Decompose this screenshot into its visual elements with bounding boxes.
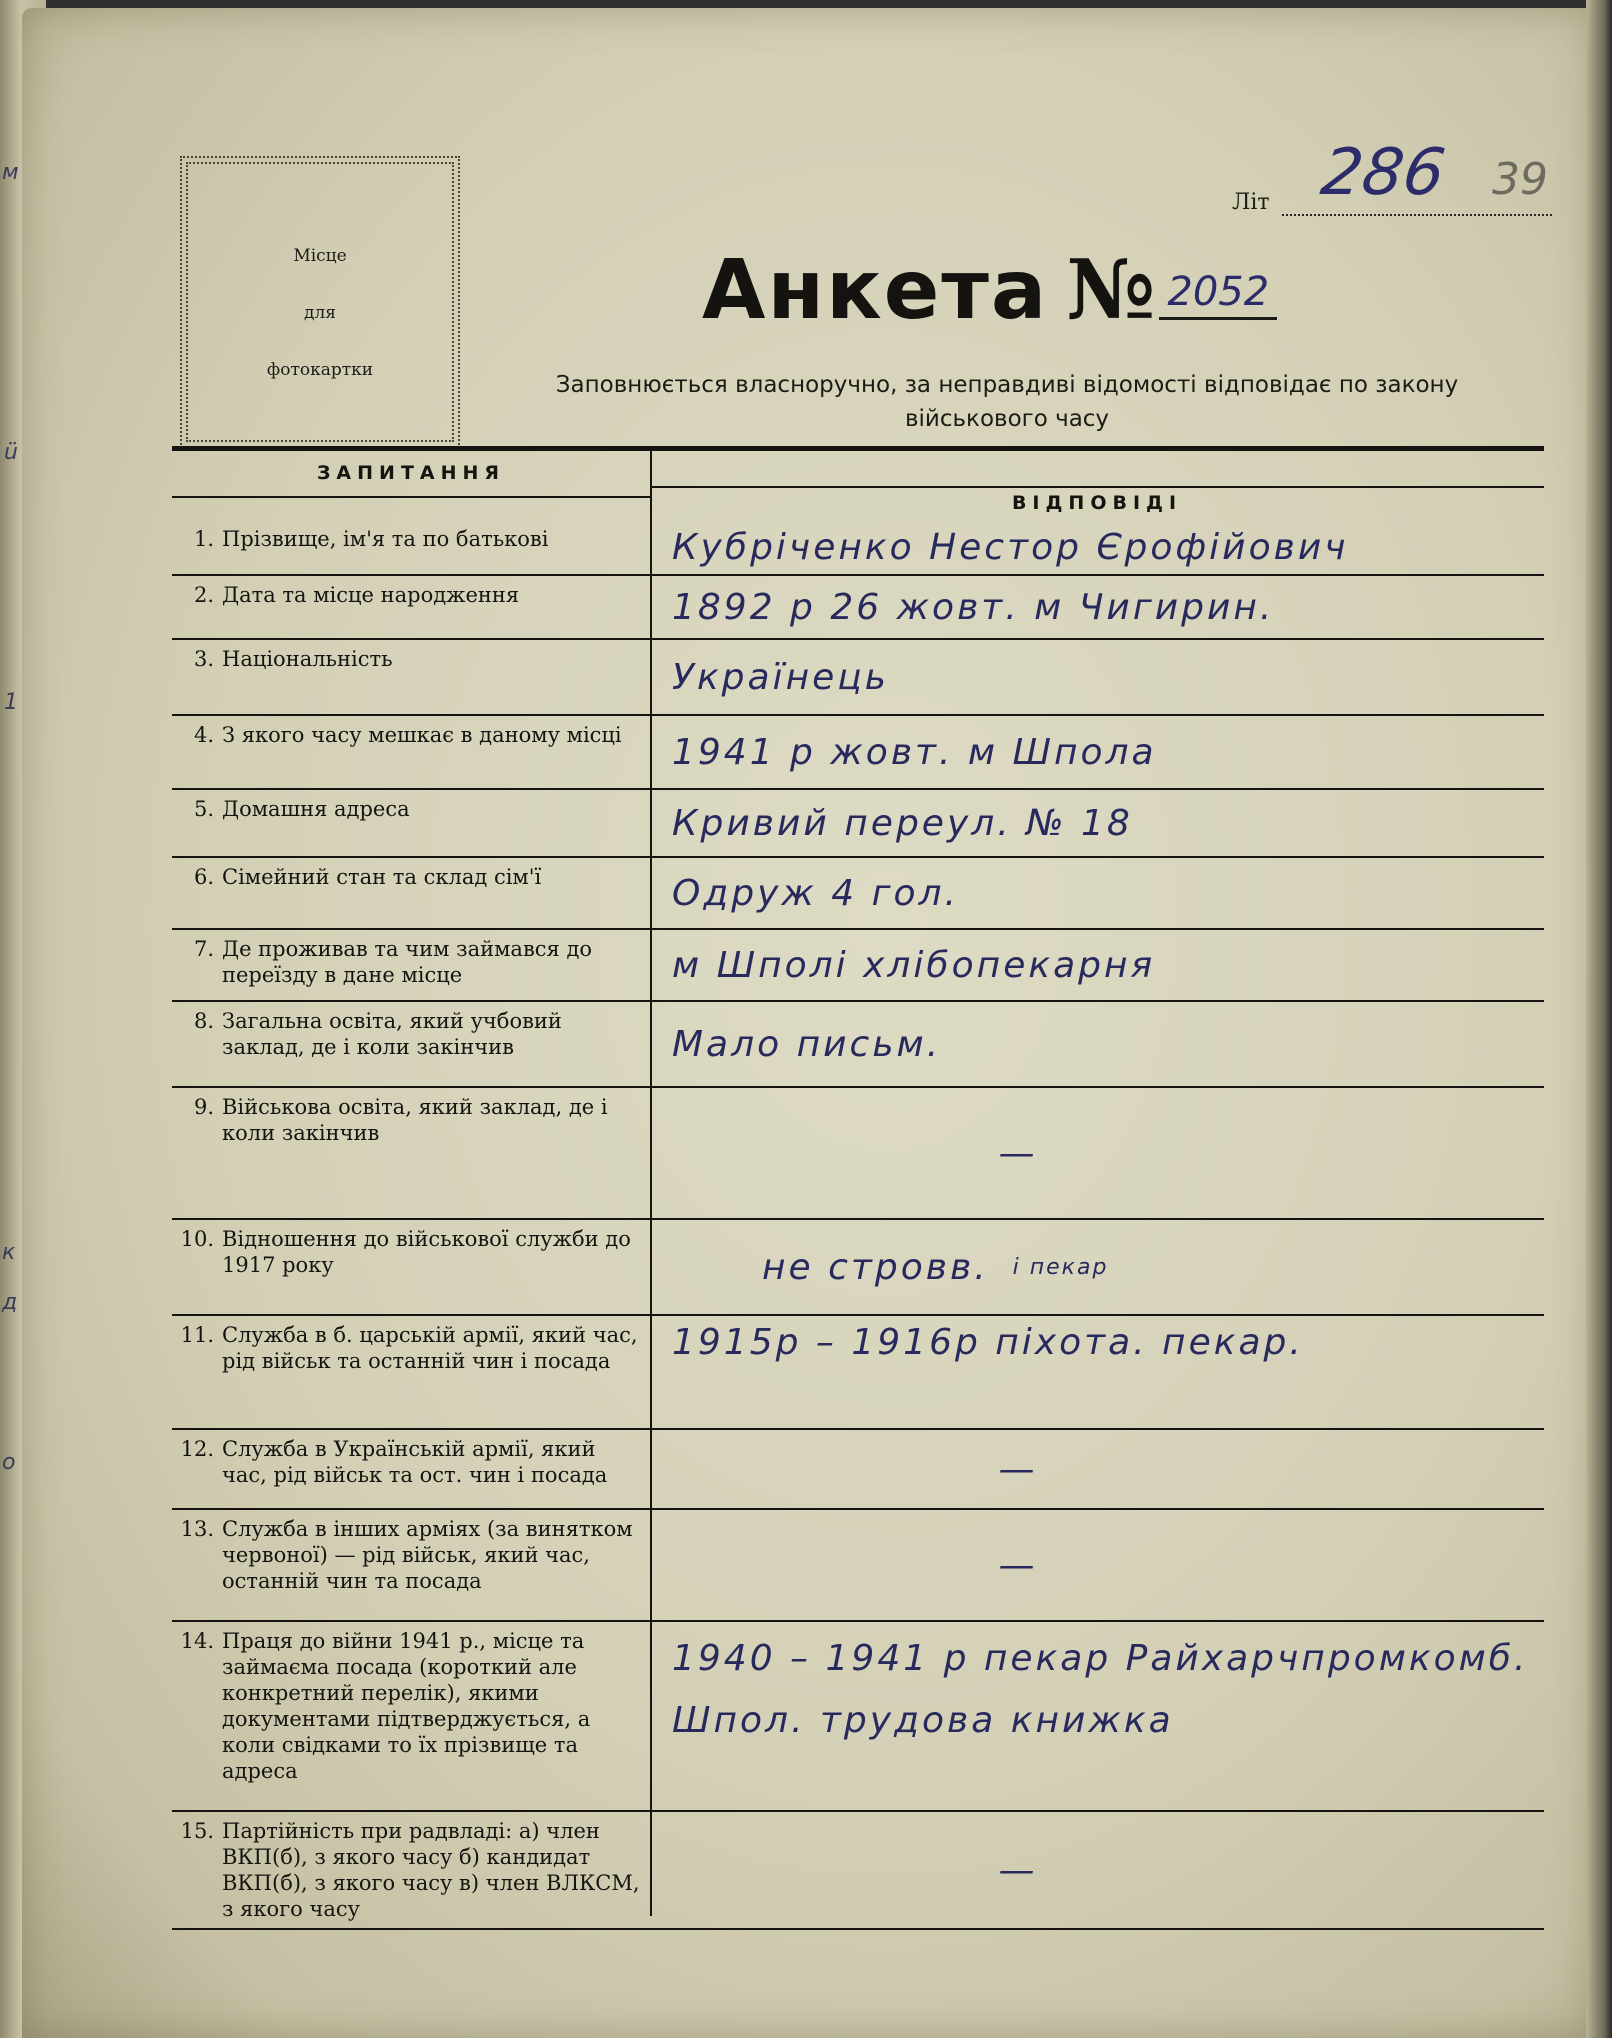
questions-header-rule [172,496,650,498]
questionnaire-table [172,446,1544,1926]
question-number: 9. [193,1095,214,1119]
table-row [172,640,1544,716]
question-number: 10. [180,1227,214,1251]
question-cell [178,1430,640,1508]
question-text: Служба в б. царській армії, який час, рід військ та останній чин і посада [222,1323,638,1373]
answer-cell: 1892 р 26 жовт. м Чигирин. [672,586,1275,628]
table-row [172,1316,1544,1430]
answer-cell: Мало письм. [672,1023,942,1065]
answer-cell: — [998,1544,1038,1586]
answer-cell: Кривий переул. № 18 [672,802,1133,844]
lit-label: Літ [1232,190,1270,215]
question-number: 5. [193,797,214,821]
question-number: 3. [193,647,214,671]
question-cell [178,1220,640,1314]
photo-placeholder-text [182,228,458,399]
table-row [172,1002,1544,1088]
question-text: Національність [222,647,393,671]
question-text: Партійність при радвладі: а) член ВКП(б), з якого часу б) кандидат ВКП(б), з якого часу в) член ВЛКСМ, з якого часу [222,1819,640,1921]
question-text: Військова освіта, який заклад, де і коли закінчив [222,1095,608,1145]
question-text: Де проживав та чим займався до переїзду в дане місце [222,937,593,987]
question-number: 11. [180,1323,214,1347]
answers-header-rule [650,486,1544,488]
question-text: Служба в інших арміях (за винятком червоної) — рід військ, який час, останній чин та посада [222,1517,633,1593]
photo-line-1: Місце [293,246,347,266]
question-text: Дата та місце народження [222,583,520,607]
table-row [172,930,1544,1002]
table-row [172,576,1544,640]
question-cell [178,858,640,928]
question-text: Прізвище, ім'я та по батькові [222,527,549,551]
table-row [172,790,1544,858]
answer-cell: — [998,1448,1038,1490]
answer-cell: — [998,1849,1038,1891]
question-number: 13. [180,1517,214,1541]
lit-pencil-number: 39 [1492,154,1548,205]
questionnaire-sheet [22,8,1594,2038]
form-instruction: Заповнюється власноручно, за неправдиві відомості відповідає по закону військового часу [555,372,1459,432]
table-row [172,1812,1544,1930]
question-number: 7. [193,937,214,961]
question-text: Загальна освіта, який учбовий заклад, де і коли закінчив [222,1009,562,1059]
question-text: Праця до війни 1941 р., місце та займаєма посада (короткий але конкретний перелік), якими документами підтверджується, а коли свідками то їх прізвище та адреса [222,1629,591,1783]
answer-cell: Одруж 4 гол. [672,872,959,914]
question-text: Відношення до військової служби до 1917 року [222,1227,631,1277]
answer-cell: — [998,1132,1038,1174]
question-cell [178,790,640,856]
answer-cell: 1915р – 1916р піхота. пекар. [672,1322,1304,1363]
table-row [172,1088,1544,1220]
question-number: 8. [193,1009,214,1033]
answer-line-1: 1940 – 1941 р пекар Райхарчпромкомб. [672,1638,1529,1679]
table-row [172,858,1544,930]
answer-cell: м Шполі хлібопекарня [672,944,1156,986]
photo-line-3: фотокартки [266,360,374,380]
answers-header: ВІДПОВІДІ [1011,492,1183,514]
question-number: 14. [180,1629,214,1653]
question-text: З якого часу мешкає в даному місці [222,723,622,747]
question-cell [178,716,640,788]
form-number: 2052 [1159,269,1277,320]
margin-mark: д [2,1290,18,1315]
title-word: Анкета [702,243,1049,338]
question-number: 4. [193,723,214,747]
question-cell [178,640,640,714]
right-page-edge [1586,0,1612,2038]
answer-line-2: Шпол. трудова книжка [672,1700,1174,1741]
table-row [172,520,1544,576]
question-number: 6. [193,865,214,889]
question-number: 2. [193,583,214,607]
numero-sign: № [1066,242,1156,338]
table-row [172,1220,1544,1316]
question-text: Служба в Українській армії, який час, рід військ та ост. чин і посада [222,1437,608,1487]
question-cell [178,930,640,1000]
table-row [172,1510,1544,1622]
margin-mark: 1 [4,690,18,715]
table-row [172,716,1544,790]
answer-cell: Українець [672,656,890,698]
questions-header: ЗАПИТАННЯ [316,462,506,484]
question-text: Домашня адреса [222,797,410,821]
table-row [172,1622,1544,1812]
answer-cell [672,1220,1544,1314]
lit-field [1232,136,1552,216]
question-cell [178,1002,640,1086]
answer-cell: Кубріченко Нестор Єрофійович [672,526,1349,568]
form-title [702,238,1277,338]
question-number: 12. [180,1437,214,1461]
question-cell [178,1510,640,1620]
margin-mark: к [2,1240,16,1265]
question-cell [178,1316,640,1428]
question-cell [178,520,640,574]
question-cell [178,1622,640,1810]
question-cell [178,576,640,638]
photo-placeholder [180,156,460,448]
question-number: 15. [180,1819,214,1843]
question-text: Сімейний стан та склад сім'ї [222,865,542,889]
answer-text: не стровв. [762,1246,989,1288]
table-row [172,1430,1544,1510]
lit-underline [1282,214,1552,216]
answer-note: і пекар [1012,1254,1109,1280]
margin-mark: о [2,1450,16,1475]
margin-mark: м [2,160,19,185]
margin-mark: ü [4,440,18,465]
answer-cell [672,1622,1544,1810]
question-cell [178,1088,640,1218]
question-cell [178,1812,640,1928]
answer-cell: 1941 р жовт. м Шпола [672,731,1157,773]
table-top-rule [172,446,1544,451]
question-number: 1. [193,527,214,551]
lit-number: 286 [1316,136,1450,210]
photo-line-2: для [304,303,336,323]
